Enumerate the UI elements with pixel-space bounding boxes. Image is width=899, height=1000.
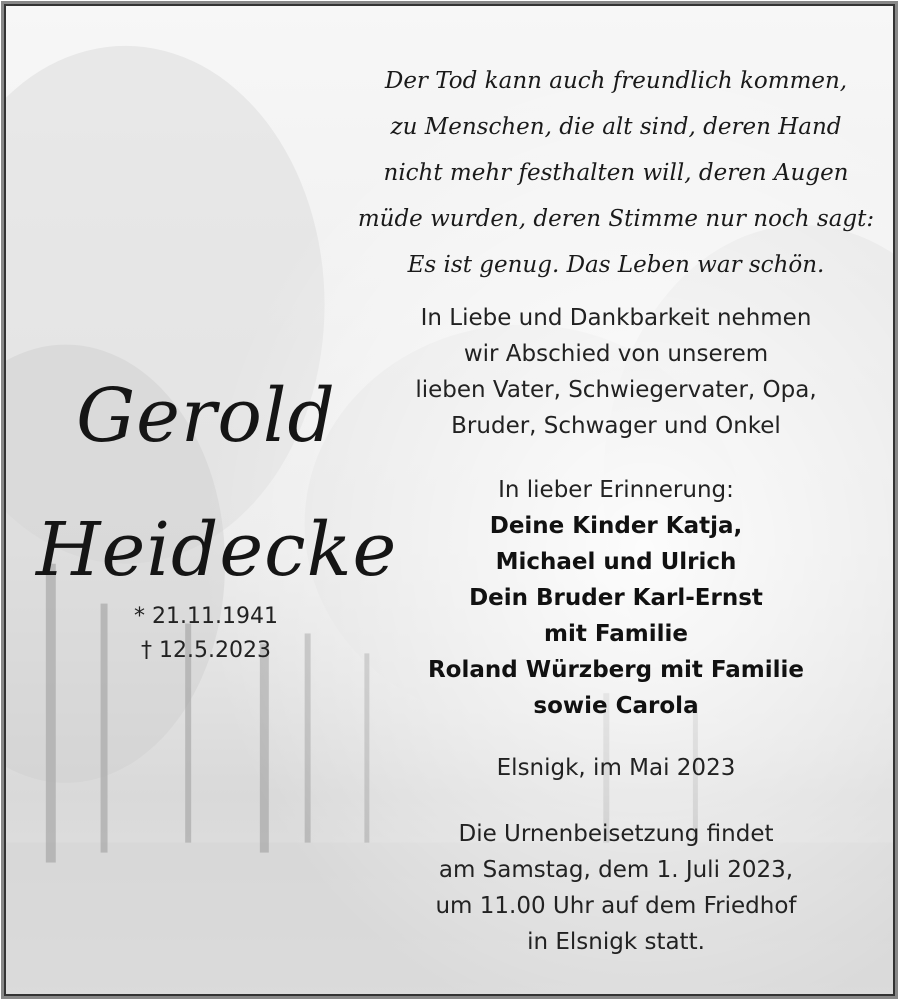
quote-line: zu Menschen, die alt sind, deren Hand	[390, 114, 842, 140]
burial-line: am Samstag, dem 1. Juli 2023,	[438, 857, 794, 883]
memory-heading: In lieber Erinnerung:	[498, 477, 734, 503]
farewell-line: In Liebe und Dankbarkeit nehmen	[420, 305, 812, 331]
quote-line: nicht mehr festhalten will, deren Augen	[383, 160, 849, 186]
mourner-line: Roland Würzberg mit Familie	[427, 657, 805, 683]
place-date-line: Elsnigk, im Mai 2023	[496, 755, 736, 781]
quote-line: Es ist genug. Das Leben war schön.	[407, 252, 825, 278]
birth-date: * 21.11.1941	[134, 604, 278, 629]
mourner-line: Michael und Ulrich	[495, 549, 737, 575]
burial-line: in Elsnigk statt.	[527, 929, 705, 955]
life-dates	[66, 600, 346, 668]
mourner-line: mit Familie	[544, 621, 688, 647]
death-date: † 12.5.2023	[141, 638, 271, 663]
farewell-text	[356, 300, 876, 444]
burial-line: um 11.00 Uhr auf dem Friedhof	[435, 893, 797, 919]
deceased-last-name: Heidecke	[36, 507, 398, 593]
obituary-card	[4, 4, 895, 996]
farewell-line: lieben Vater, Schwiegervater, Opa,	[415, 377, 817, 403]
deceased-first-name: Gerold	[76, 373, 336, 459]
mourner-line: sowie Carola	[533, 693, 699, 719]
mourners-section	[356, 472, 876, 724]
farewell-line: Bruder, Schwager und Onkel	[451, 413, 781, 439]
mourner-line: Dein Bruder Karl-Ernst	[469, 585, 763, 611]
memorial-quote	[356, 58, 876, 288]
mourner-line: Deine Kinder Katja,	[489, 513, 743, 539]
burial-line: Die Urnenbeisetzung findet	[458, 821, 774, 847]
farewell-line: wir Abschied von unserem	[463, 341, 769, 367]
burial-notice	[356, 816, 876, 960]
mourners-list	[356, 508, 876, 724]
quote-line: Der Tod kann auch freundlich kommen,	[384, 68, 848, 94]
place-and-date	[356, 750, 876, 786]
quote-line: müde wurden, deren Stimme nur noch sagt:	[357, 206, 875, 232]
